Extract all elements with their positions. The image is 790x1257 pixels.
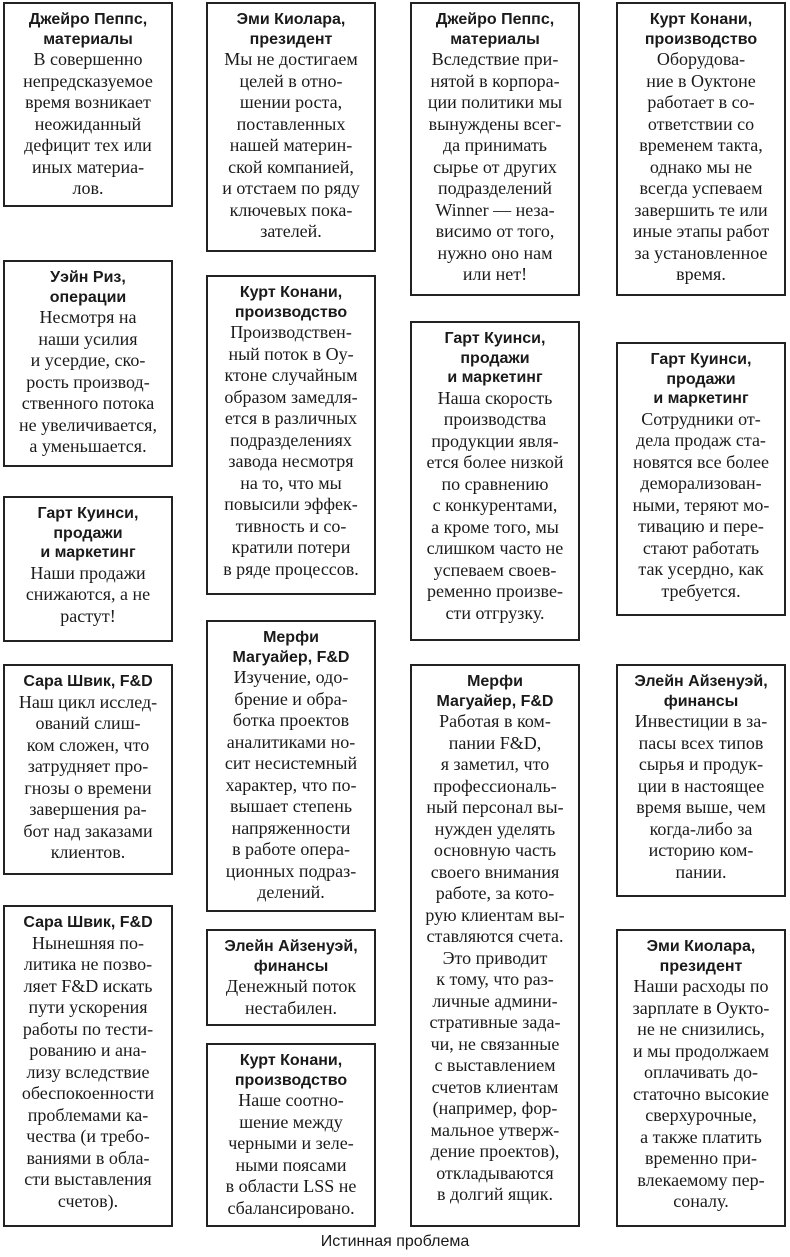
- card-text: Вследствие при- нятой в корпора- ции политики мы вынуждены всег- да принимать сырье от других подразделений Winner — неза- висимо от того, нужно оно нам или нет!: [427, 49, 563, 284]
- card-author: Гарт Куинси, продажи и маркетинг: [37, 505, 139, 561]
- card-text: Несмотря на наши усилия и усердие, ско- рость производ- ственного потока не увеличивается, а уменьшается.: [19, 307, 157, 456]
- card-text: Денежный поток нестабилен.: [225, 976, 357, 1018]
- problem-card: [616, 2, 786, 296]
- card-author: Гарт Куинси, продажи и маркетинг: [444, 330, 546, 386]
- card-author: Джейро Пеппс, материалы: [435, 11, 555, 48]
- card-author: Эми Киолара, президент: [236, 11, 346, 48]
- card-author: Элейн Айзенуэй, финансы: [634, 673, 768, 710]
- card-text: Изучение, одо- брение и обра- ботка проектов аналитиками но- сит несистемный характер, что по- вышает степень напряженности в работе опера- ционных подраз- делений.: [224, 667, 358, 902]
- problem-card: [616, 929, 786, 1227]
- card-text: Оборудова- ние в Оуктоне работает в со- ответствии со временем такта, однако мы не всегда успеваем завершить те или иные этапы работ за установленное время.: [632, 49, 770, 284]
- card-author: Мерфи Магуайер, F&D: [436, 673, 554, 710]
- problem-card: [616, 664, 786, 897]
- problem-card: [410, 664, 580, 1227]
- card-author: Сара Швик, F&D: [23, 673, 153, 690]
- card-author: Курт Конани, производство: [234, 1052, 348, 1089]
- problem-card: [410, 2, 580, 296]
- card-text: Наши продажи снижаются, а не растут!: [25, 562, 151, 626]
- card-text: Работая в ком- пании F&D, я заметил, что профессиональ- ный персонал вы- нужден уделять основную часть своего внимания работе, за кото- рую клиентам вы- ставляются счета. Это приводит к тому, что раз- личные админи- стративные зада- чи, не связанные с выставлением счетов клиентам (например, фор- мальное утверж- дение проектов), откладываются в долгий ящик.: [425, 711, 565, 1204]
- card-text: Наша скорость производства продукции явля- ется более низкой по сравнению с конкурентами, а кроме того, мы слишком часто не успеваем своев- ременно произве- сти отгрузку.: [426, 387, 564, 623]
- problem-card: [3, 496, 173, 642]
- problem-card: [3, 905, 173, 1227]
- card-author: Курт Конани, производство: [234, 284, 348, 321]
- card-text: Наш цикл исслед- ований слиш- ком сложен, что затрудняет про- гнозы о времени завершения ра- бот над заказами клиентов.: [18, 691, 158, 862]
- problem-card: [3, 664, 173, 875]
- card-text: Наше соотно- шение между черными и зеле- ными поясами в области LSS не сбалансировано.: [225, 1090, 357, 1218]
- card-text: В совершенно непредсказуемое время возникает неожиданный дефицит тех или иных материа- лов.: [23, 49, 153, 198]
- problem-card: [206, 620, 376, 912]
- problem-card: [410, 321, 580, 641]
- figure-caption: Истинная проблема: [320, 1233, 470, 1250]
- card-author: Элейн Айзенуэй, финансы: [224, 938, 358, 975]
- card-text: Производствен- ный поток в Оу- ктоне случайным образом замедля- ется в различных подразделениях завода несмотря на то, что мы повысили эффек- тивность и со- кратили потери в ряде процессов.: [223, 322, 359, 579]
- problem-card: [206, 2, 376, 252]
- problem-card: [616, 342, 786, 616]
- card-author: Эми Киолара, президент: [646, 938, 756, 975]
- card-text: Нынешняя по- литика не позво- ляет F&D искать пути ускорения работы по тести- рованию и ана- лизу вследствие обеспокоенности проблемами ка- чества (и требо- ваниями в обла- сти выставления счетов).: [21, 932, 155, 1211]
- card-author: Гарт Куинси, продажи и маркетинг: [650, 351, 752, 407]
- card-author: Курт Конани, производство: [644, 11, 758, 48]
- card-author: Уэйн Риз, операции: [49, 269, 127, 306]
- card-text: Мы не достигаем целей в отно- шении роста, поставленных нашей материн- ской компанией, и отстаем по ряду ключевых пока- зателей.: [222, 49, 360, 241]
- problem-card: [206, 929, 376, 1026]
- card-text: Сотрудники от- дела продаж ста- новятся все более деморализован- ными, теряют мо- тивацию и пере- стают работать так усердно, как требуется.: [632, 408, 770, 601]
- problem-card: [3, 260, 173, 467]
- problem-card: [206, 275, 376, 595]
- card-author: Мерфи Магуайер, F&D: [232, 629, 350, 666]
- problem-card: [3, 2, 173, 207]
- card-author: Джейро Пеппс, материалы: [28, 11, 148, 48]
- card-text: Инвестиции в за- пасы всех типов сырья и продук- ции в настоящее время выше, чем когда-либо за историю ком- пании.: [634, 711, 768, 882]
- card-text: Наши расходы по зарплате в Оукто- не не снизились, и мы продолжаем оплачивать до- статочно высокие сверхурочные, а также платить временно при- влекаемому пер- соналу.: [632, 976, 770, 1211]
- card-author: Сара Швик, F&D: [23, 914, 153, 931]
- problem-card: [206, 1043, 376, 1227]
